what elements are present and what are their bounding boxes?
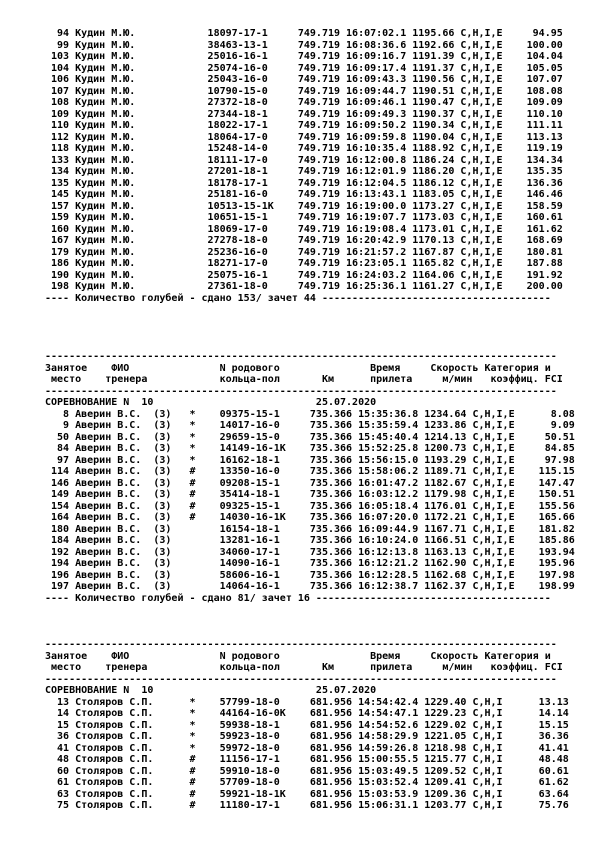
result-row: 41 Столяров С.П. * 59972-18-0 681.956 14:59:26.8 1218.98 C,H,I 41.41 — [45, 742, 569, 754]
result-row: 164 Аверин В.С. (З) # 14030-16-1K 735.366 16:07:20.0 1172.21 C,H,I,E 165.66 — [45, 512, 575, 523]
result-row: 180 Аверин В.С. (З) 16154-18-1 735.366 16:09:44.9 1167.71 C,H,I,E 181.82 — [45, 523, 575, 535]
result-row: 36 Столяров С.П. * 59923-18-0 681.956 14:58:29.9 1221.05 C,H,I 36.36 — [45, 731, 569, 742]
results-section-averin — [45, 351, 575, 604]
result-row: 110 Кудин М.Ю. 18022-17-1 749.719 16:09:50.2 1190.34 C,H,I,E 111.11 — [45, 120, 563, 131]
result-row: 194 Аверин В.С. (З) 14090-16-1 735.366 16:12:21.2 1162.90 C,H,I,E 195.96 — [45, 558, 575, 569]
divider-line: ------------------------------------------------------------------------------------- — [45, 351, 557, 362]
result-row: 118 Кудин М.Ю. 15248-14-0 749.719 16:10:35.4 1188.92 C,H,I,E 119.19 — [45, 143, 563, 154]
competition-title: СОРЕВНОВАНИЕ N 10 25.07.2020 — [45, 397, 377, 408]
table-header: Занятое ФИО N родового Время Скорость Категория и — [45, 650, 551, 662]
competition-title: СОРЕВНОВАНИЕ N 10 25.07.2020 — [45, 685, 377, 696]
result-row: 135 Кудин М.Ю. 18178-17-1 749.719 16:12:04.5 1186.12 C,H,I,E 136.36 — [45, 177, 563, 189]
result-row: 186 Кудин М.Ю. 18271-17-0 749.719 16:23:05.1 1165.82 C,H,I,E 187.88 — [45, 258, 563, 269]
result-row: 184 Аверин В.С. (З) 13281-16-1 735.366 16:10:24.0 1166.51 C,H,I,E 185.86 — [45, 535, 575, 546]
result-row: 63 Столяров С.П. # 59921-18-1K 681.956 15:03:53.9 1209.36 C,H,I 63.64 — [45, 788, 569, 800]
results-section-kudin — [45, 28, 563, 304]
result-row: 196 Аверин В.С. (З) 58606-16-1 735.366 16:12:28.5 1162.68 C,H,I,E 197.98 — [45, 569, 575, 581]
result-row: 48 Столяров С.П. # 11156-17-1 681.956 15:00:55.5 1215.77 C,H,I 48.48 — [45, 754, 569, 765]
result-row: 149 Аверин В.С. (З) # 35414-18-1 735.366 16:03:12.2 1179.98 C,H,I,E 150.51 — [45, 489, 575, 500]
result-row: 160 Кудин М.Ю. 18069-17-0 749.719 16:19:08.4 1173.01 C,H,I,E 161.62 — [45, 223, 563, 235]
divider-line: ------------------------------------------------------------------------------------- — [45, 385, 557, 397]
result-row: 159 Кудин М.Ю. 10651-15-1 749.719 16:19:07.7 1173.03 C,H,I,E 160.61 — [45, 212, 563, 223]
result-row: 9 Аверин В.С. (З) * 14017-16-0 735.366 15:35:59.4 1233.86 C,H,I,E 9.09 — [45, 420, 575, 431]
result-row: 94 Кудин М.Ю. 18097-17-1 749.719 16:07:02.1 1195.66 C,H,I,E 94.95 — [45, 28, 563, 39]
results-section-stolyarov — [45, 639, 569, 812]
result-row: 104 Кудин М.Ю. 25074-16-0 749.719 16:09:17.4 1191.37 C,H,I,E 105.05 — [45, 62, 563, 74]
summary-line: ---- Количество голубей - сдано 81/ зачет 16 --------------------------------------- — [45, 592, 551, 604]
result-row: 14 Столяров С.П. * 44164-16-0K 681.956 14:54:47.1 1229.23 C,H,I 14.14 — [45, 708, 569, 719]
result-row: 145 Кудин М.Ю. 25181-16-0 749.719 16:13:43.1 1183.05 C,H,I,E 146.46 — [45, 189, 563, 200]
result-row: 84 Аверин В.С. (З) * 14149-16-1K 735.366 15:52:25.8 1200.73 C,H,I,E 84.85 — [45, 443, 575, 454]
result-row: 197 Аверин В.С. (З) 14064-16-1 735.366 16:12:38.7 1162.37 C,H,I,E 198.99 — [45, 581, 575, 592]
result-row: 134 Кудин М.Ю. 27201-18-1 749.719 16:12:01.9 1186.20 C,H,I,E 135.35 — [45, 166, 563, 177]
result-row: 198 Кудин М.Ю. 27361-18-0 749.719 16:25:36.1 1161.27 C,H,I,E 200.00 — [45, 281, 563, 292]
result-row: 146 Аверин В.С. (З) # 09208-15-1 735.366 16:01:47.2 1182.67 C,H,I,E 147.47 — [45, 477, 575, 489]
divider-line: ------------------------------------------------------------------------------------- — [45, 673, 557, 685]
result-row: 192 Аверин В.С. (З) 34060-17-1 735.366 16:12:13.8 1163.13 C,H,I,E 193.94 — [45, 546, 575, 558]
result-row: 99 Кудин М.Ю. 38463-13-1 749.719 16:08:36.6 1192.66 C,H,I,E 100.00 — [45, 39, 563, 51]
result-row: 109 Кудин М.Ю. 27344-18-1 749.719 16:09:49.3 1190.37 C,H,I,E 110.10 — [45, 108, 563, 120]
result-row: 97 Аверин В.С. (З) * 16162-18-1 735.366 15:56:15.0 1193.29 C,H,I,E 97.98 — [45, 454, 575, 466]
result-row: 179 Кудин М.Ю. 25236-16-0 749.719 16:21:57.2 1167.87 C,H,I,E 180.81 — [45, 246, 563, 258]
result-row: 75 Столяров С.П. # 11180-17-1 681.956 15:06:31.1 1203.77 C,H,I 75.76 — [45, 800, 569, 811]
result-row: 106 Кудин М.Ю. 25043-16-0 749.719 16:09:43.3 1190.56 C,H,I,E 107.07 — [45, 74, 563, 85]
table-header: место тренера кольца-пол Км прилета м/мин коэффиц. FCI — [45, 374, 563, 385]
result-row: 107 Кудин М.Ю. 10790-15-0 749.719 16:09:44.7 1190.51 C,H,I,E 108.08 — [45, 85, 563, 97]
result-row: 114 Аверин В.С. (З) # 13350-16-0 735.366 15:58:06.2 1189.71 C,H,I,E 115.15 — [45, 466, 575, 477]
divider-line: ------------------------------------------------------------------------------------- — [45, 639, 557, 650]
result-row: 8 Аверин В.С. (З) * 09375-15-1 735.366 15:35:36.8 1234.64 C,H,I,E 8.08 — [45, 408, 575, 420]
result-row: 190 Кудин М.Ю. 25075-16-1 749.719 16:24:03.2 1164.06 C,H,I,E 191.92 — [45, 269, 563, 281]
result-row: 167 Кудин М.Ю. 27278-18-0 749.719 16:20:42.9 1170.13 C,H,I,E 168.69 — [45, 235, 563, 246]
result-row: 103 Кудин М.Ю. 25016-16-1 749.719 16:09:16.7 1191.39 C,H,I,E 104.04 — [45, 51, 563, 62]
summary-line: ---- Количество голубей - сдано 153/ зачет 44 -------------------------------------- — [45, 292, 551, 304]
result-row: 133 Кудин М.Ю. 18111-17-0 749.719 16:12:00.8 1186.24 C,H,I,E 134.34 — [45, 154, 563, 166]
result-row: 61 Столяров С.П. # 57709-18-0 681.956 15:03:52.4 1209.41 C,H,I 61.62 — [45, 777, 569, 788]
result-row: 15 Столяров С.П. * 59938-18-1 681.956 14:54:52.6 1229.02 C,H,I 15.15 — [45, 719, 569, 731]
result-row: 154 Аверин В.С. (З) # 09325-15-1 735.366 16:05:18.4 1176.01 C,H,I,E 155.56 — [45, 500, 575, 512]
result-row: 157 Кудин М.Ю. 10513-15-1K 749.719 16:19:00.0 1173.27 C,H,I,E 158.59 — [45, 200, 563, 212]
result-row: 108 Кудин М.Ю. 27372-18-0 749.719 16:09:46.1 1190.47 C,H,I,E 109.09 — [45, 97, 563, 108]
result-row: 112 Кудин М.Ю. 18064-17-0 749.719 16:09:59.8 1190.04 C,H,I,E 113.13 — [45, 131, 563, 143]
result-row: 60 Столяров С.П. # 59910-18-0 681.956 15:03:49.5 1209.52 C,H,I 60.61 — [45, 765, 569, 777]
table-header: Занятое ФИО N родового Время Скорость Категория и — [45, 362, 551, 374]
table-header: место тренера кольца-пол Км прилета м/мин коэффиц. FCI — [45, 662, 563, 673]
result-row: 13 Столяров С.П. * 57799-18-0 681.956 14:54:42.4 1229.40 C,H,I 13.13 — [45, 696, 569, 708]
result-row: 50 Аверин В.С. (З) * 29659-15-0 735.366 15:45:40.4 1214.13 C,H,I,E 50.51 — [45, 431, 575, 443]
